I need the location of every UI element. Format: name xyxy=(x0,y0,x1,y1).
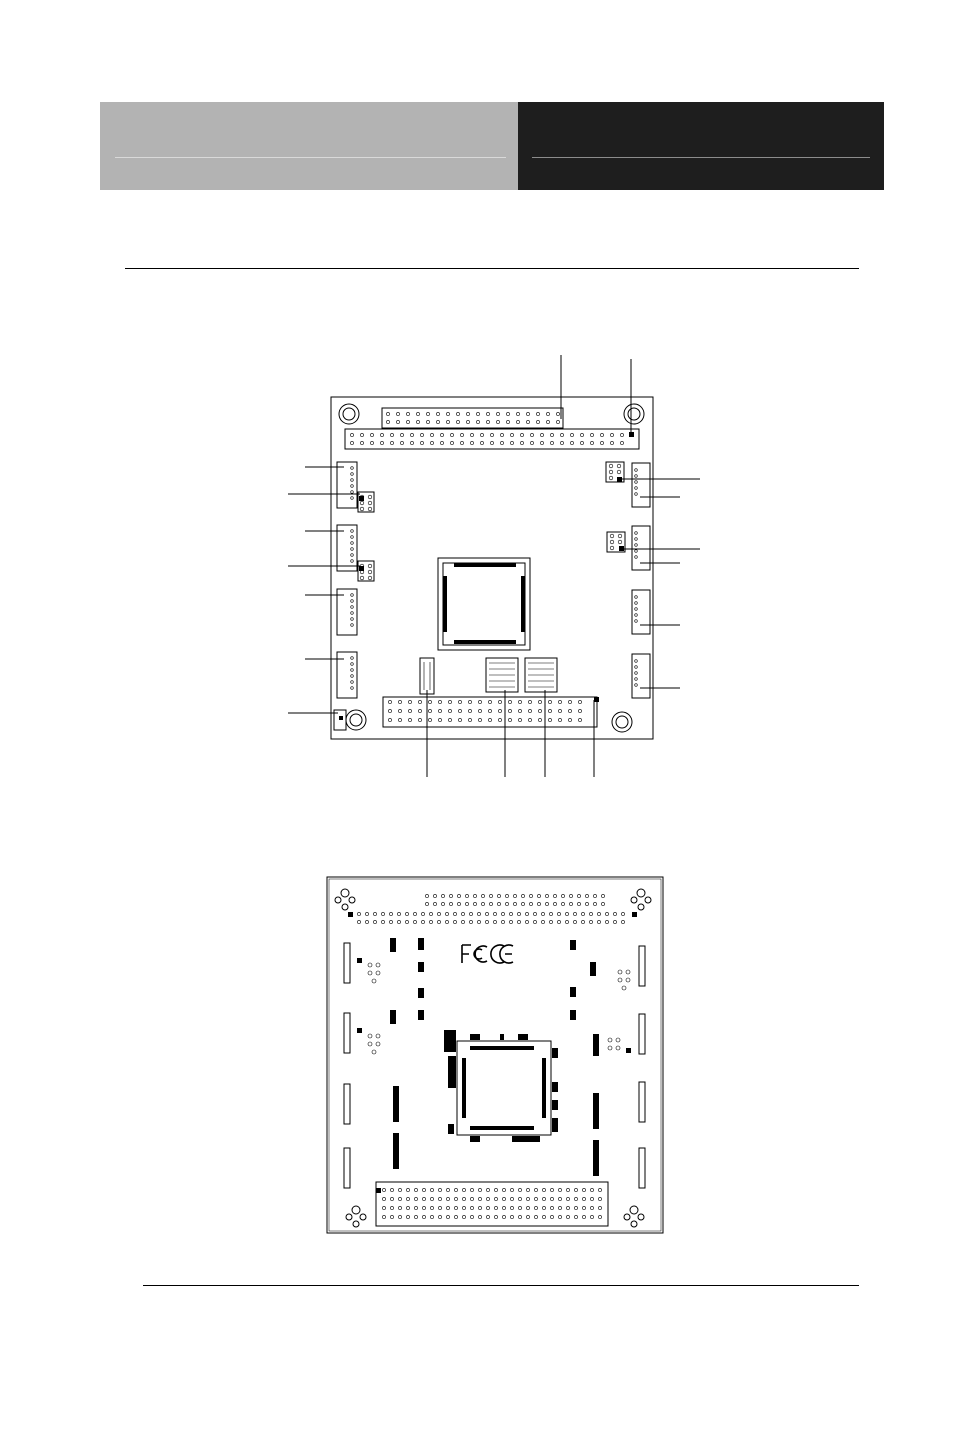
bottom-header-r3 xyxy=(639,1082,645,1122)
bottom-hole-bl xyxy=(346,1206,366,1227)
bottom-header-r2 xyxy=(639,1014,645,1054)
bottom-small-pad-clusters xyxy=(368,963,630,1054)
fcc-ce-logo xyxy=(462,945,513,963)
bottom-header-l2 xyxy=(344,1013,350,1053)
board-bottom-inner-outline xyxy=(329,879,661,1231)
bottom-hole-br xyxy=(624,1206,644,1227)
bottom-top-row-pins xyxy=(357,894,624,923)
bottom-header-l1 xyxy=(344,943,350,983)
board-bottom-outline xyxy=(327,877,663,1233)
bottom-header-r4 xyxy=(639,1148,645,1188)
bottom-header-r1 xyxy=(639,946,645,986)
bottom-connector-pins xyxy=(382,1188,601,1218)
bottom-connector xyxy=(376,1182,608,1226)
bottom-hole-tl xyxy=(335,889,355,910)
bottom-hole-tr xyxy=(631,889,651,910)
bottom-header-l4 xyxy=(344,1148,350,1188)
bottom-header-l3 xyxy=(344,1084,350,1124)
bottom-chip xyxy=(457,1041,551,1135)
